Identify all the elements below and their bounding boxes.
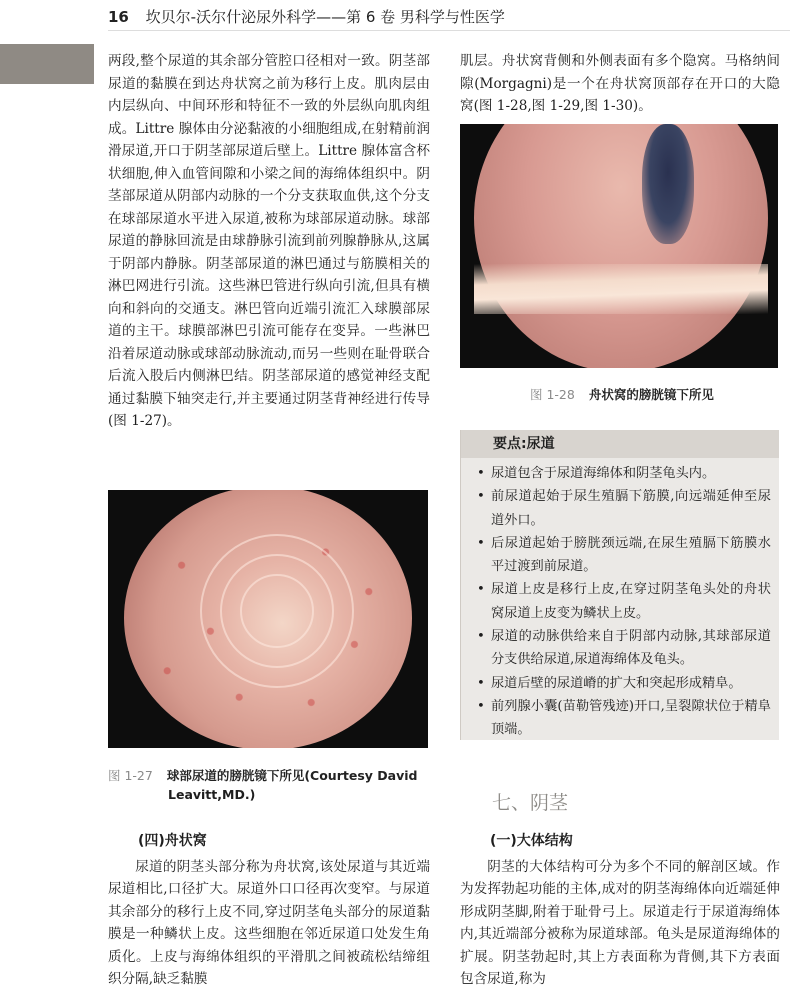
list-item: • 后尿道起始于膀胱颈远端,在尿生殖膈下筋膜水平过渡到前尿道。 <box>475 532 771 579</box>
right-column-bottom <box>460 830 780 991</box>
figure-label: 图 1-27 <box>108 768 153 783</box>
key-points-box <box>460 430 779 740</box>
figure-1-28-image <box>460 124 778 368</box>
figure-1-27-image <box>108 490 428 748</box>
figure-caption-text: 球部尿道的膀胱镜下所见(Courtesy David <box>166 768 418 783</box>
running-title: 坎贝尔-沃尔什泌尿外科学——第 6 卷 男科学与性医学 <box>145 8 505 26</box>
bullet-icon: • <box>477 698 485 714</box>
key-points-list <box>461 462 779 742</box>
running-header <box>108 6 505 27</box>
right-column-top <box>460 50 780 118</box>
page-number: 16 <box>108 8 129 26</box>
figure-1-28-caption <box>530 385 714 404</box>
figure-1-27-caption <box>108 766 438 804</box>
header-rule <box>108 30 790 31</box>
list-item: • 尿道后壁的尿道嵴的扩大和突起形成精阜。 <box>475 672 771 695</box>
bullet-icon: • <box>477 535 485 551</box>
list-item: • 前列腺小囊(苗勒管残迹)开口,呈裂隙状位于精阜顶端。 <box>475 695 771 742</box>
subsection-heading: (四)舟状窝 <box>138 833 207 849</box>
mucosa-fold <box>474 264 768 314</box>
bullet-icon: • <box>477 675 485 691</box>
list-item: • 前尿道起始于尿生殖膈下筋膜,向远端延伸至尿道外口。 <box>475 485 771 532</box>
bullet-icon: • <box>477 489 485 505</box>
lacuna-opening <box>642 124 694 244</box>
left-column-top <box>108 50 430 433</box>
chapter-tab <box>0 44 94 84</box>
body-paragraph: 尿道的阴茎头部分称为舟状窝,该处尿道与其近端尿道相比,口径扩大。尿道外口口径再次变窄。与尿道其余部分的移行上皮不同,穿过阴茎龟头部分的尿道黏膜是一种鳞状上皮。这些细胞在邻近尿道口处发生角质化。上皮与海绵体组织的平滑肌之间被疏松结缔组织分隔,缺乏黏膜 <box>108 858 430 987</box>
figure-caption-text: 舟状窝的膀胱镜下所见 <box>588 387 714 402</box>
figure-caption-text-cont: Leavitt,MD.) <box>168 787 256 802</box>
subsection-heading: (一)大体结构 <box>490 833 573 849</box>
cystoscope-view <box>474 124 768 368</box>
list-item: • 尿道上皮是移行上皮,在穿过阴茎龟头处的舟状窝尿道上皮变为鳞状上皮。 <box>475 578 771 625</box>
key-points-title: 要点:尿道 <box>461 430 779 458</box>
list-item: • 尿道的动脉供给来自于阴部内动脉,其球部尿道分支供给尿道,尿道海绵体及龟头。 <box>475 625 771 672</box>
bullet-icon: • <box>477 466 485 481</box>
body-paragraph: 肌层。舟状窝背侧和外侧表面有多个隐窝。马格纳间隙(Morgagni)是一个在舟状窝顶部存在开口的大隐窝(图 1-28,图 1-29,图 1-30)。 <box>460 53 780 114</box>
bullet-icon: • <box>477 582 485 598</box>
body-paragraph: 两段,整个尿道的其余部分管腔口径相对一致。阴茎部尿道的黏膜在到达舟状窝之前为移行上皮。肌肉层由内层纵向、中间环形和特征不一致的外层纵向肌肉组成。Littre 腺体由分泌黏液的小细胞组成,在射精前润滑尿道,开口于阴茎部尿道后壁上。Littre 腺体富含杯状细胞,伸入血管间隙和小梁之间的海绵体组织中。阴茎部尿道从阴部内动脉的一个分支获取血供,这个分支在球部尿道水平进入尿道,被称为球部尿道动脉。球部尿道的静脉回流是由球静脉引流到前列腺静脉从,这属于阴部内静脉。阴茎部尿道的淋巴通过与筋膜相关的淋巴网进行引流。这些淋巴管进行纵向引流,但具有横向和斜向的交通支。淋巴管向近端引流汇入球膜部尿道的主干。球膜部淋巴引流可能存在变异。一些淋巴沿着尿道动脉或球部动脉流动,而另一些则在耻骨联合后流入股后内侧淋巴结。阴茎部尿道的感觉神经支配通过黏膜下轴突走行,并主要通过阴茎背神经进行传导(图 1-27)。 <box>108 53 430 429</box>
bullet-icon: • <box>477 629 485 645</box>
urethra-ring <box>240 574 314 648</box>
list-item: • 尿道包含于尿道海绵体和阴茎龟头内。 <box>475 462 771 485</box>
figure-label: 图 1-28 <box>530 387 575 402</box>
body-paragraph: 阴茎的大体结构可分为多个不同的解剖区域。作为发挥勃起功能的主体,成对的阴茎海绵体向近端延伸形成阴茎脚,附着于耻骨弓上。尿道走行于尿道海绵体内,其近端部分被称为尿道球部。龟头是尿道海绵体的扩展。阴茎勃起时,其上方表面称为背侧,其下方表面包含尿道,称为 <box>460 858 780 987</box>
left-column-bottom <box>108 830 430 991</box>
section-title: 七、阴茎 <box>492 792 569 814</box>
